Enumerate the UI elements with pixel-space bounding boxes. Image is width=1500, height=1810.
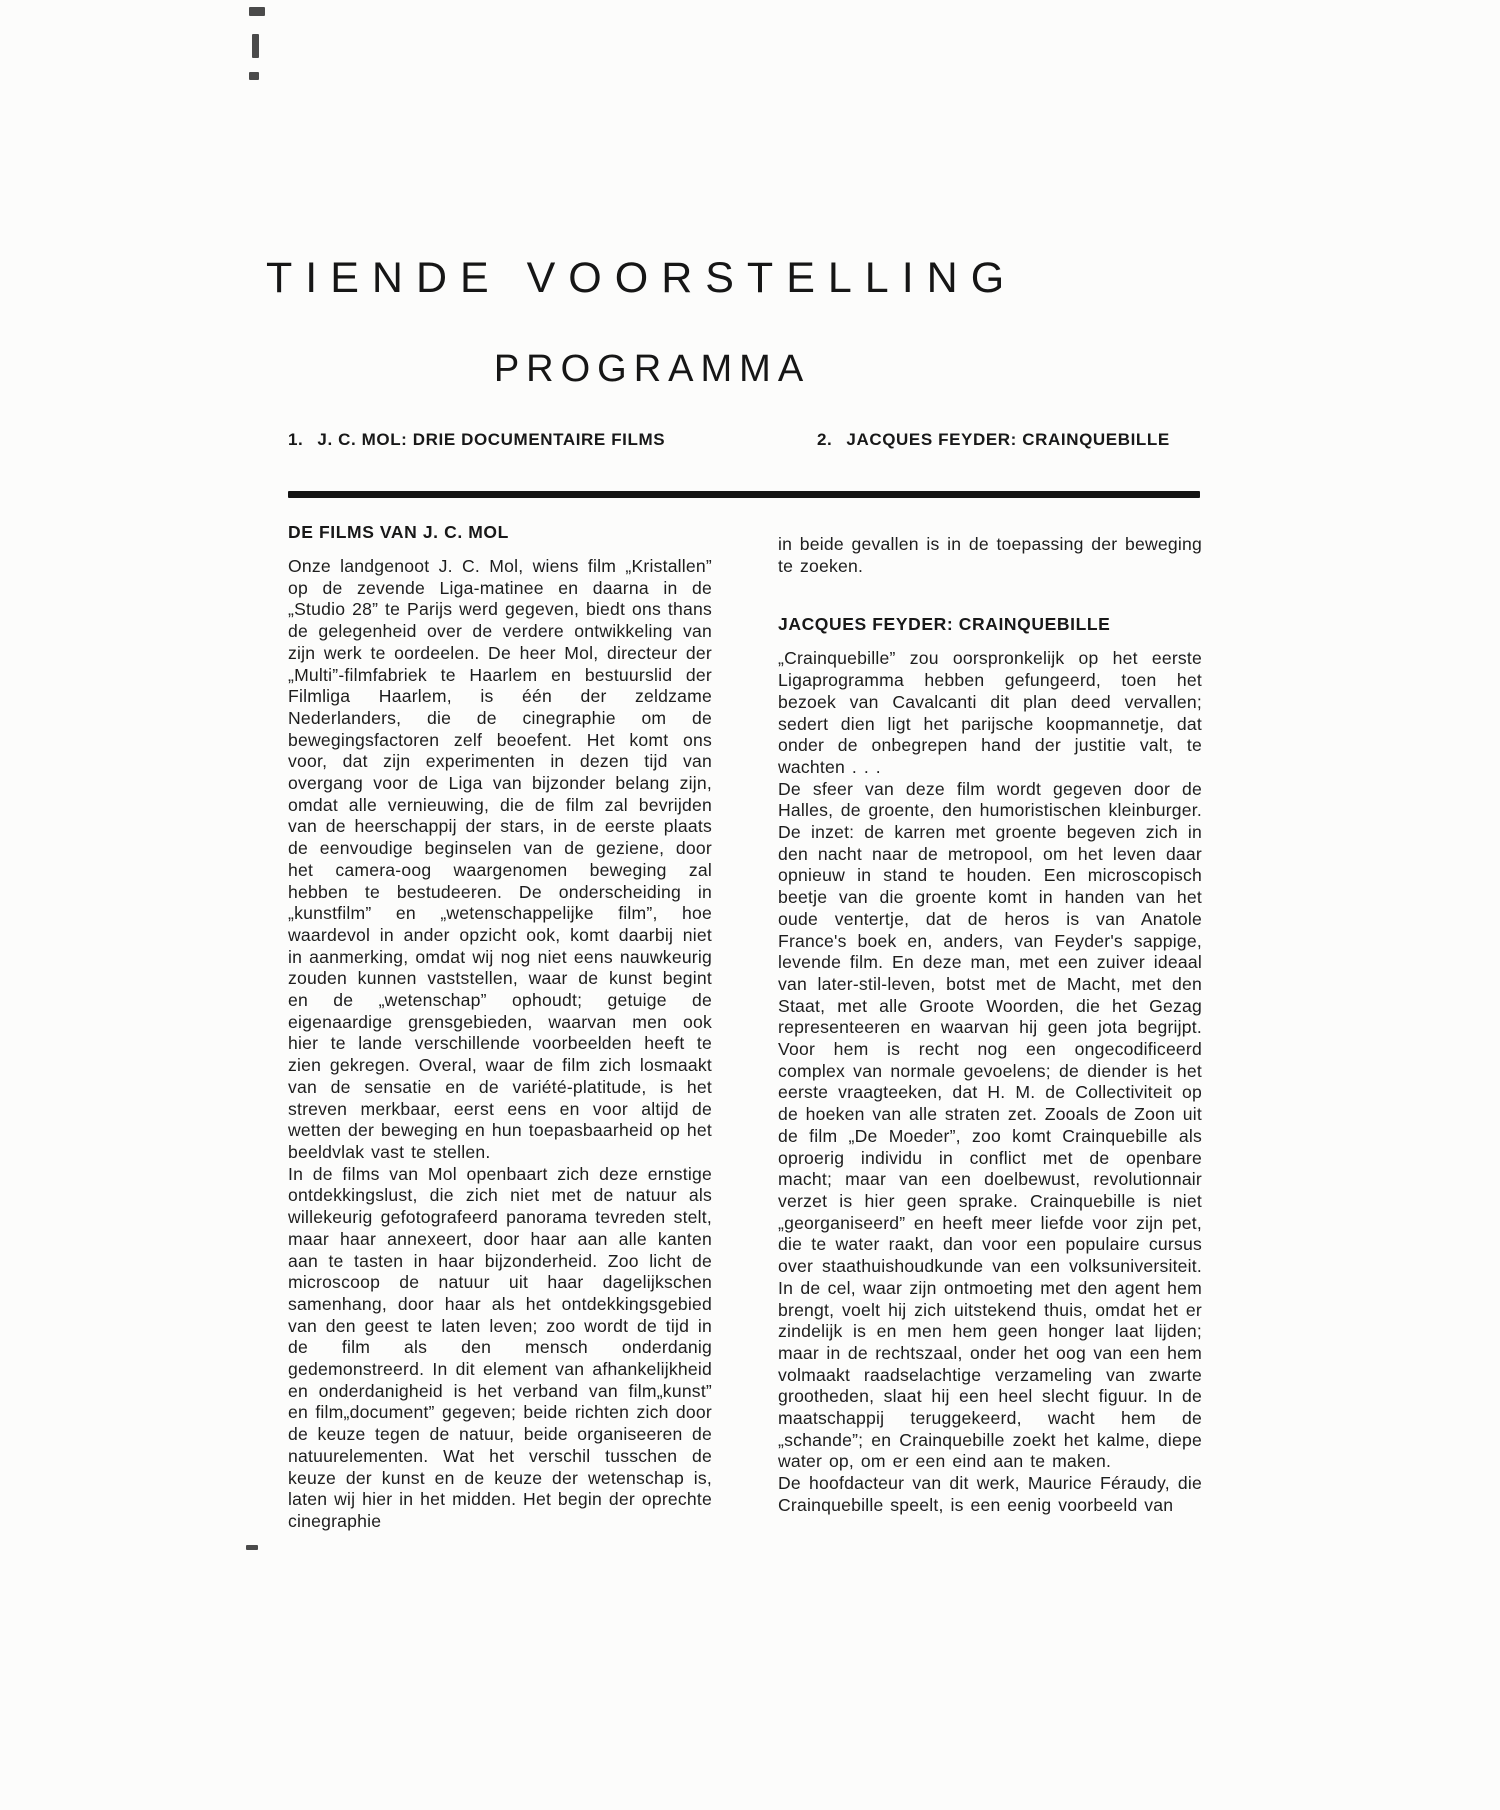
scan-artifact (249, 7, 265, 16)
scan-artifact (249, 72, 259, 80)
paragraph-mol-2: In de films van Mol openbaart zich deze ernstige ontdekkingslust, die zich niet met de natuur als willekeurig gefotografeerd panorama tevreden stelt, maar haar annexeert, door haar aan alle kanten aan te tasten in haar bijzonderheid. Zoo licht de microscoop de natuur uit haar dagelijkschen samenhang, door haar als het ontdekkingsgebied van den geest te laten leven; zoo wordt de tijd in de film als den mensch onderdanig gedemonstreerd. In dit element van afhankelijkheid en onderdanigheid is het verband van film„kunst” en film„document” gegeven; beide richten zich door de keuze tegen de natuur, beide organiseeren de natuurelementen. Wat het verschil tusschen de keuze der kunst en de keuze der wetenschap is, laten wij hier in het midden. Het begin der oprechte cinegraphie (288, 1163, 712, 1531)
program-item-1-number: 1. (288, 430, 304, 449)
paragraph-mol-1: Onze landgenoot J. C. Mol, wiens film „Kristallen” op de zevende Liga-matinee en daarna in de „Studio 28” te Parijs werd gegeven, biedt ons thans de gelegenheid over de verdere ontwikkeling van zijn werk te oordeelen. De heer Mol, directeur der „Multi”-filmfabriek te Haarlem en bestuurslid der Filmliga Haarlem, is één der zeldzame Nederlanders, die de cinegraphie om de bewegingsfactoren zelf beoefent. Het komt ons voor, dat zijn experimenten in dezen tijd van overgang voor de Liga van bijzonder belang zijn, omdat alle vernieuwing, die de film zal bevrijden van de heerschappij der stars, in de eerste plaats de eenvoudige beginselen van de geziene, door het camera-oog waargenomen beweging zal hebben te bestudeeren. De onderscheiding in „kunstfilm” en „wetenschappelijke film”, hoe waardevol in ander opzicht ook, komt daarbij niet in aanmerking, omdat wij nog niet eens nauwkeurig zouden kunnen vaststellen, waar de kunst begint en de „wetenschap” ophoudt; getuige de eigenaardige grensgebieden, waarvan men ook hier te lande verschillende voorbeelden heeft te zien gekregen. Overal, waar de film zich losmaakt van de sensatie en de variété-platitude, is het streven merkbaar, eerst eens en voor altijd de wetten der beweging en hun toepasbaarheid op het beeldvlak vast te stellen. (288, 556, 712, 1162)
scan-artifact (246, 1545, 258, 1550)
left-column (288, 522, 712, 1533)
program-item-1 (288, 430, 665, 450)
section-heading-mol: DE FILMS VAN J. C. MOL (288, 522, 509, 542)
right-column (778, 534, 1202, 1517)
program-item-2-number: 2. (817, 430, 833, 449)
section-heading-feyder: JACQUES FEYDER: CRAINQUEBILLE (778, 614, 1111, 635)
program-item-2-label: JACQUES FEYDER: CRAINQUEBILLE (846, 430, 1170, 449)
paragraph-continuation: in beide gevallen is in de toepassing der beweging te zoeken. (778, 534, 1202, 576)
paragraph-feyder-2: De sfeer van deze film wordt gegeven door de Halles, de groente, den humoristischen kleinburger. De inzet: de karren met groente begeven zich in den nacht naar de metropool, om het leven daar opnieuw in stand te houden. Een microscopisch beetje van die groente komt in handen van het oude ventertje, dat de heros is van Anatole France's boek en, anders, van Feyder's sappige, levende film. En deze man, met een zuiver ideaal van later-stil-leven, botst met de Macht, met den Staat, met alle Groote Woorden, die het Gezag representeeren en waarvan hij geen jota begrijpt. Voor hem is recht nog een ongecodificeerd complex van normale gevoelens; de diender is het eerste vraagteeken, dat H. M. de Collectiviteit op de hoeken van alle straten zet. Zooals de Zoon uit de film „De Moeder”, zoo komt Crainquebille als oproerig individu in conflict met de openbare macht; maar van een doelbewust, revolutionnair verzet is hier geen sprake. Crainquebille is niet „georganiseerd” en heeft meer liefde voor zijn pet, die te water raakt, dan voor een populaire cursus over staathuishoudkunde van een volksuniversiteit. In de cel, waar zijn ontmoeting met den agent hem brengt, voelt hij zich uitstekend thuis, omdat het er zindelijk is en men hem geen honger laat lijden; maar in de rechtszaal, onder het oog van een hem volmaakt raadselachtige verzameling van zwarte grootheden, slaat hij een heel slecht figuur. In de maatschappij teruggekeerd, wacht hem de „schande”; en Crainquebille zoekt het kalme, diepe water op, om er een eind aan te maken. (778, 778, 1202, 1472)
program-item-2 (817, 430, 1170, 450)
divider-rule (288, 491, 1200, 498)
page-title: TIENDE VOORSTELLING (266, 254, 1018, 302)
program-item-1-label: J. C. MOL: DRIE DOCUMENTAIRE FILMS (317, 430, 666, 449)
page-subtitle: PROGRAMMA (493, 348, 811, 390)
paragraph-feyder-3: De hoofdacteur van dit werk, Maurice Féraudy, die Crainquebille speelt, is een eenig voorbeeld van (778, 1473, 1202, 1515)
paragraph-feyder-1: „Crainquebille” zou oorspronkelijk op het eerste Ligaprogramma hebben gefungeerd, toen het bezoek van Cavalcanti dit plan deed vervallen; sedert dien ligt het parijsche koopmannetje, dat onder de onbegrepen hand der justitie valt, te wachten . . . (778, 648, 1202, 777)
scan-artifact (252, 34, 259, 58)
